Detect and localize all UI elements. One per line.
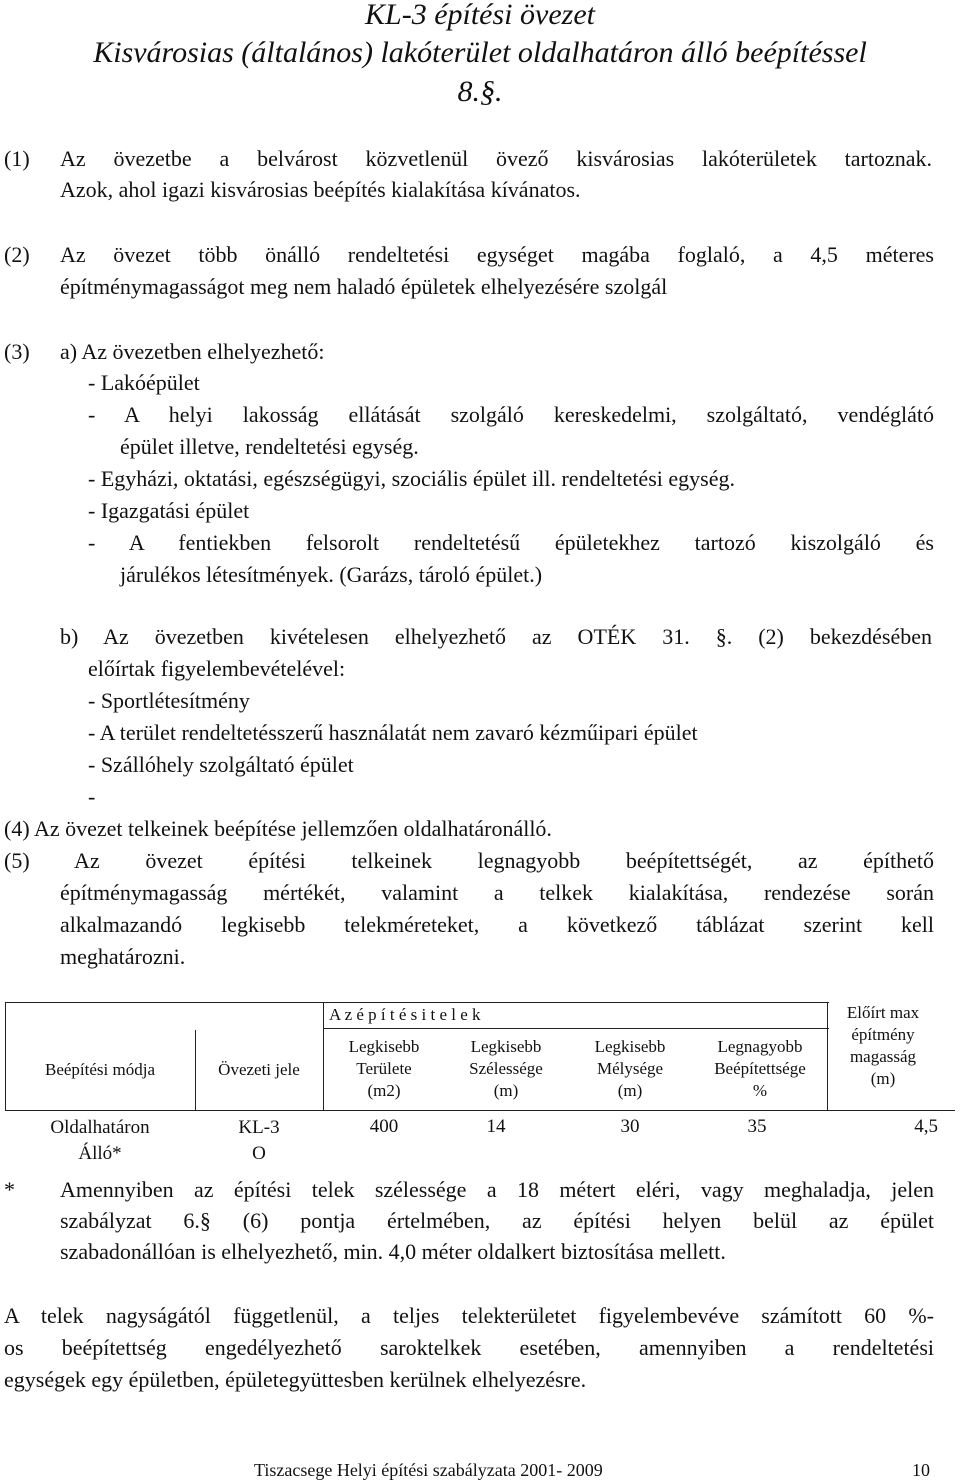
table-border-top [5, 1002, 829, 1003]
header-max-coverage: Legnagyobb Beépítettsége % [714, 1037, 806, 1100]
paragraph-5-line-2: építménymagasság mértékét, valamint a telkek kialakítása, rendezése során [60, 880, 934, 905]
paragraph-1-line-1: Az övezetbe a belvárost közvetlenül övező kisvárosias lakóterületek tartoznak. [60, 146, 932, 171]
header-min-depth: Legkisebb Mélysége (m) [594, 1037, 666, 1100]
cell-min-area: 400 [369, 1116, 399, 1137]
paragraph-3b-line-2: előírtak figyelembevételével: [88, 656, 346, 681]
list-item-continuation: járulékos létesítmények. (Garázs, tároló épület.) [120, 562, 543, 587]
paragraph-3b-line-1: b) Az övezetben kivételesen elhelyezhető az OTÉK 31. §. (2) bekezdésében [60, 624, 932, 649]
footnote-line-2: szabályzat 6.§ (6) pontja értelmében, az építési helyen belül az épület [60, 1208, 934, 1233]
page-number: 10 [912, 1460, 930, 1480]
cell-building-mode: Oldalhatáron Álló* [50, 1117, 150, 1164]
cell-max-height: 4,5 [914, 1116, 938, 1137]
header-min-area: Legkisebb Területe (m2) [348, 1037, 420, 1100]
paragraph-1-line-2: Azok, ahol igazi kisvárosias beépítés kialakítása kívánatos. [60, 177, 581, 202]
paragraph-5-line-3: alkalmazandó legkisebb telekméreteket, a következő táblázat szerint kell [60, 912, 934, 937]
list-item: - A terület rendeltetésszerű használatát nem zavaró kézműipari épület [88, 720, 698, 745]
list-item: - [88, 784, 96, 809]
section-number: 8.§. [457, 75, 503, 108]
paragraph-2-number: (2) [4, 242, 30, 267]
paragraph-3a-heading: a) Az övezetben elhelyezhető: [60, 339, 325, 364]
footer-title: Tiszacsege Helyi építési szabályzata 2001- 2009 [254, 1460, 603, 1480]
header-building-mode: Beépítési módja [44, 1060, 155, 1079]
cell-min-width: 14 [486, 1116, 506, 1137]
zone-subtitle: Kisvárosias (általános) lakóterület oldalhatáron álló beépítéssel [93, 36, 867, 69]
paragraph-5-line-1: (5) Az övezet építési telkeinek legnagyobb beépítettségét, az építhető [4, 848, 934, 873]
list-item: - Lakóépület [88, 370, 200, 395]
zone-title: KL-3 építési övezet [365, 0, 595, 31]
cell-zone-code: KL-3 O [238, 1117, 280, 1164]
closing-line-3: egységek egy épületben, épületegyüttesben kerülnek elhelyezésre. [4, 1367, 587, 1392]
closing-line-1: A telek nagyságától függetlenül, a teljes telekterületet figyelembevéve számított 60 %- [4, 1303, 934, 1328]
table-border-left [5, 1002, 6, 1110]
list-item-continuation: épület illetve, rendeltetési egység. [120, 434, 419, 459]
paragraph-4: (4) Az övezet telkeinek beépítése jellemzően oldalhatáronálló. [4, 816, 552, 841]
list-item: - A fentiekben felsorolt rendeltetésű épületekhez tartozó kiszolgáló és [88, 530, 934, 555]
table-group-divider [323, 1028, 829, 1029]
paragraph-1-number: (1) [4, 146, 30, 171]
cell-max-coverage: 35 [747, 1116, 767, 1137]
list-item: - Igazgatási épület [88, 498, 250, 523]
footnote-line-3: szabadonállóan is elhelyezhető, min. 4,0 méter oldalkert biztosítása mellett. [60, 1239, 726, 1264]
paragraph-2-line-1: Az övezet több önálló rendeltetési egységet magába foglaló, a 4,5 méteres [60, 242, 934, 267]
list-item: - Szállóhely szolgáltató épület [88, 752, 354, 777]
list-item: - Egyházi, oktatási, egészségügyi, szociális épület ill. rendeltetési egység. [88, 466, 735, 491]
closing-line-2: os beépítettség engedélyezhető saroktelkek esetében, amennyiben a rendeltetési [4, 1335, 934, 1360]
cell-min-depth: 30 [620, 1116, 640, 1137]
table-header-bottom [5, 1110, 955, 1111]
footnote-marker: * [4, 1177, 15, 1202]
header-min-width: Legkisebb Szélessége (m) [469, 1037, 543, 1100]
table-group-header: A z é p í t é s i t e l e k [329, 1005, 481, 1024]
paragraph-5-line-4: meghatározni. [60, 944, 186, 969]
list-item: - Sportlétesítmény [88, 688, 250, 713]
header-max-height: Előírt max építmény magasság (m) [846, 1003, 920, 1088]
footnote-line-1: Amennyiben az építési telek szélessége a 18 métert eléri, vagy meghaladja, jelen [60, 1177, 934, 1202]
list-item: - A helyi lakosság ellátását szolgáló kereskedelmi, szolgáltató, vendéglátó [88, 402, 934, 427]
paragraph-3-number: (3) [4, 339, 30, 364]
header-zone-code: Övezeti jele [218, 1060, 300, 1079]
paragraph-2-line-2: építménymagasságot meg nem haladó épületek elhelyezésére szolgál [60, 274, 668, 299]
